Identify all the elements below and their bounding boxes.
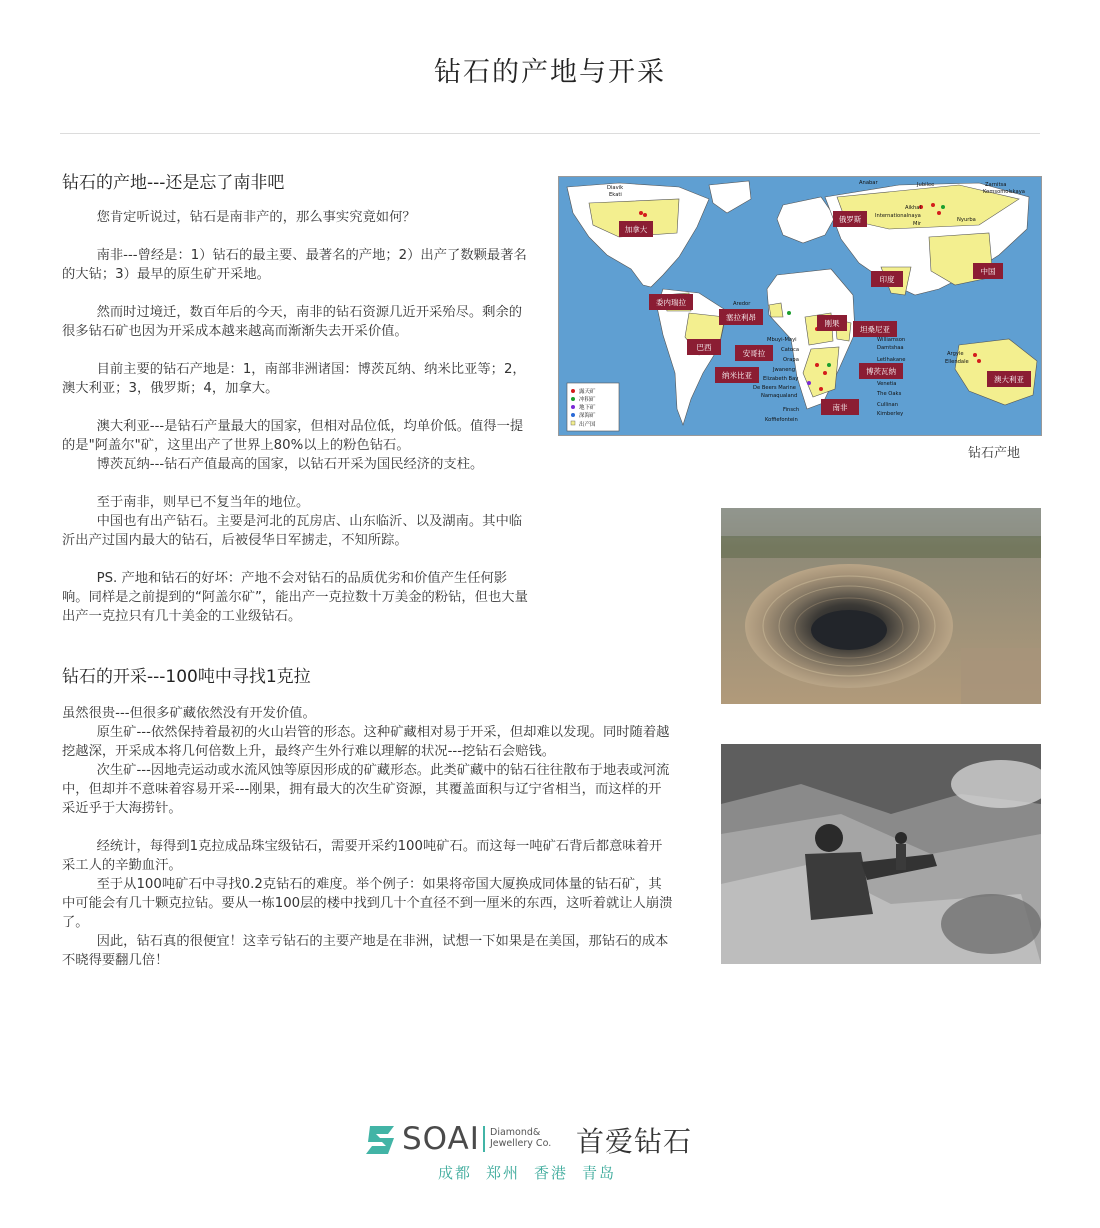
open-pit-mine-photo xyxy=(721,508,1041,704)
section1-paragraph: 您肯定听说过，钻石是南非产的，那么事实究竟如何？ xyxy=(96,210,416,225)
mine-label: Komsomolskaya xyxy=(983,189,1025,195)
city-item: 青岛 xyxy=(582,1164,617,1182)
map-label-india: 印度 xyxy=(879,275,895,284)
mine-label: Jwaneng xyxy=(773,367,796,373)
section2-heading: 钻石的开采---100吨中寻找1克拉 xyxy=(62,667,311,687)
city-item: 香港 xyxy=(534,1164,569,1182)
section1-paragraph: 然而时过境迁，数百年后的今天，南非的钻石资源几近开采殆尽。剩余的很多钻石矿也因为开采成本越来越高而渐渐失去开采价值。 xyxy=(62,305,523,339)
map-label-botswana: 博茨瓦纳 xyxy=(866,367,896,376)
brand-english-line2: Jewellery Co. xyxy=(490,1138,552,1149)
map-label-brazil: 巴西 xyxy=(696,343,712,352)
soai-logo-icon xyxy=(364,1124,398,1160)
mine-label: Letlhakane xyxy=(877,357,906,363)
section1-paragraph: 南非---曾经是：1）钻石的最主要、最著名的产地；2）出产了数颗最著名的大钻；3）最早的原生矿开采地。 xyxy=(62,248,527,282)
brand-english-line1: Diamond& xyxy=(490,1127,541,1138)
mine-label: Jubilee xyxy=(917,182,935,188)
map-label-australia: 澳大利亚 xyxy=(994,375,1024,384)
mine-label: De Beers Marine xyxy=(753,385,796,391)
section1-paragraph: PS. 产地和钻石的好坏：产地不会对钻石的品质优劣和价值产生任何影响。同样是之前提到的“阿盖尔矿”，能出产一克拉数十万美金的粉钻，但也大量出产一克拉只有几十美金的工业级钻石。 xyxy=(62,571,528,624)
map-label-south-africa: 南非 xyxy=(832,403,848,412)
city-list xyxy=(438,1162,630,1183)
mine-label: Orapa xyxy=(783,357,799,363)
mine-label: Ekati xyxy=(609,192,622,198)
section1-body xyxy=(62,208,532,626)
legend-label: 深海矿 xyxy=(579,413,596,419)
mine-label: Catoca xyxy=(781,347,800,353)
mine-label: Cullinan xyxy=(877,402,898,408)
section1-paragraph: 中国也有出产钻石。主要是河北的瓦房店、山东临沂、以及湖南。其中临沂出产过国内最大的钻石，后被侵华日军掳走，不知所踪。 xyxy=(62,514,523,548)
page-title: 钻石的产地与开采 xyxy=(434,57,666,88)
section1-paragraph: 博茨瓦纳---钻石产值最高的国家，以钻石开采为国民经济的支柱。 xyxy=(96,457,484,472)
city-item: 郑州 xyxy=(486,1164,521,1182)
mine-label: Kimberley xyxy=(877,411,904,417)
mine-label: Damtshaa xyxy=(877,345,904,351)
section2-body xyxy=(62,704,674,970)
title-divider xyxy=(60,133,1040,134)
mine-label: Williamson xyxy=(877,337,906,343)
section2-paragraph: 至于从100吨矿石中寻找0.2克钻石的难度。举个例子：如果将帝国大厦换成同体量的钻石矿，其中可能会有几十颗克拉钻。要从一栋100层的楼中找到几十个直径不到一厘米的东西，这听着就让人崩溃了。 xyxy=(62,877,673,930)
map-caption: 钻石产地 xyxy=(968,446,1021,461)
legend-label: 露天矿 xyxy=(579,389,596,395)
city-item: 成都 xyxy=(438,1164,473,1182)
mine-label: Zarnitsa xyxy=(985,182,1007,188)
section1-paragraph: 澳大利亚---是钻石产量最大的国家，但相对品位低，均单价低。值得一提的是"阿盖尔"矿，这里出产了世界上80%以上的粉色钻石。 xyxy=(62,419,524,453)
legend-label: 出产国 xyxy=(579,422,596,428)
mine-label: Ellendale xyxy=(945,359,969,365)
section2-paragraph: 次生矿---因地壳运动或水流风蚀等原因形成的矿藏形态。此类矿藏中的钻石往往散布于地表或河流中，但却并不意味着容易开采---刚果，拥有最大的次生矿资源，其覆盖面积与辽宁省相当，而这样的开采近乎于大海捞针。 xyxy=(62,763,670,816)
mine-label: Aikhal xyxy=(905,205,921,211)
mine-label: Finsch xyxy=(783,407,800,413)
map-label-venezuela: 委内瑞拉 xyxy=(656,298,686,307)
mine-label: Aredor xyxy=(733,301,751,307)
diamond-origin-map xyxy=(558,176,1042,436)
mine-label: Internationalnaya xyxy=(875,213,921,219)
section2-paragraph: 虽然很贵---但很多矿藏依然没有开发价值。 xyxy=(62,706,316,721)
map-label-canada: 加拿大 xyxy=(624,225,648,234)
world-map-graphic xyxy=(559,177,1042,436)
mine-label: Anabar xyxy=(859,180,878,186)
legend-label: 冲积矿 xyxy=(579,397,596,403)
map-label-tanzania: 坦桑尼亚 xyxy=(860,325,890,334)
mine-label: Mbuyi-Mayi xyxy=(767,337,797,343)
section1-heading: 钻石的产地---还是忘了南非吧 xyxy=(62,173,285,193)
legend-label: 地下矿 xyxy=(579,405,596,411)
map-label-angola: 安哥拉 xyxy=(742,349,766,358)
section2-paragraph: 原生矿---依然保持着最初的火山岩管的形态。这种矿藏相对易于开采，但却难以发现。同时随着越挖越深，开采成本将几何倍数上升，最终产生外行难以理解的状况---挖钻石会赔钱。 xyxy=(62,725,670,759)
section2-paragraph: 经统计，每得到1克拉成品珠宝级钻石，需要开采约100吨矿石。而这每一吨矿石背后都意味着开采工人的辛勤血汗。 xyxy=(62,839,663,873)
map-label-namibia: 纳米比亚 xyxy=(722,371,752,380)
brand-divider xyxy=(483,1126,485,1152)
mine-label: Koffiefontein xyxy=(765,417,798,423)
brand-chinese-name: 首爱钻石 xyxy=(576,1125,693,1158)
footer xyxy=(0,1120,1100,1210)
map-label-china: 中国 xyxy=(980,267,996,276)
mine-label: The Oaks xyxy=(877,391,902,397)
mine-label: Elizabeth Bay xyxy=(763,376,799,382)
brand-english xyxy=(490,1127,551,1149)
mine-label: Argyle xyxy=(947,351,964,357)
section1-paragraph: 至于南非，则早已不复当年的地位。 xyxy=(96,495,310,510)
mine-workers-image xyxy=(721,744,1041,964)
map-label-russia: 俄罗斯 xyxy=(838,215,862,224)
map-label-congo: 刚果 xyxy=(824,319,840,328)
map-label-sierra-leone: 塞拉利昂 xyxy=(726,313,756,322)
brand-name: SOAI xyxy=(402,1121,480,1157)
mine-label: Nyurba xyxy=(957,217,976,223)
mine-label: Mir xyxy=(913,221,922,227)
mine-label: Diavik xyxy=(607,185,624,191)
section1-paragraph: 目前主要的钻石产地是：1，南部非洲诸国：博茨瓦纳、纳米比亚等；2，澳大利亚；3，俄罗斯；4，加拿大。 xyxy=(62,362,526,396)
mine-label: Namaqualand xyxy=(761,393,798,399)
section2-paragraph: 因此，钻石真的很便宜！这幸亏钻石的主要产地是在非洲，试想一下如果是在美国，那钻石的成本不晓得要翻几倍！ xyxy=(62,934,669,968)
mine-label: Venetia xyxy=(877,381,897,387)
mine-workers-photo xyxy=(721,744,1041,964)
open-pit-mine-image xyxy=(721,508,1041,704)
